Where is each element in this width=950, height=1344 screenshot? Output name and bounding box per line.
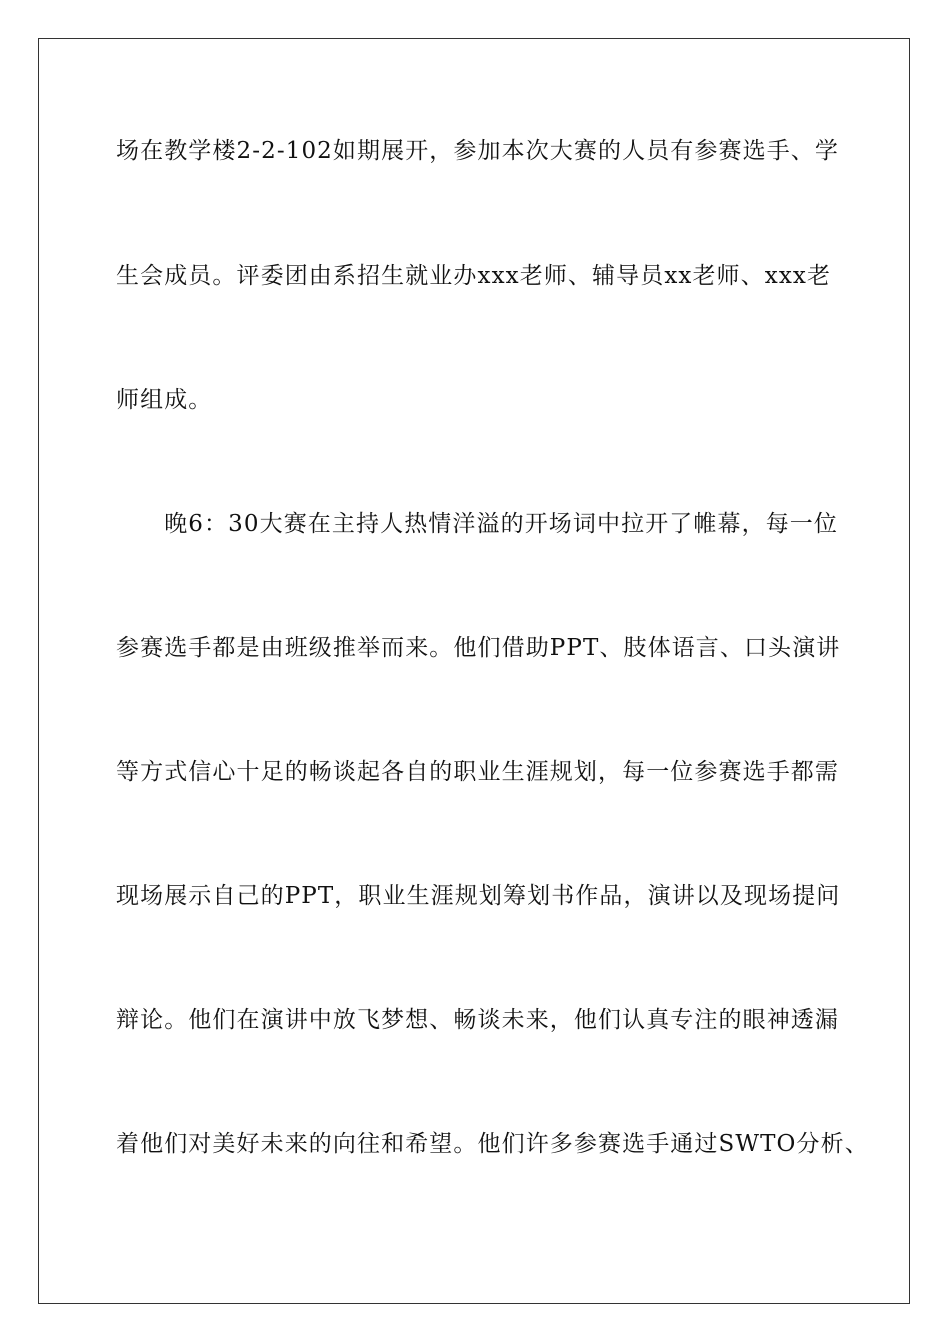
text-line-5: 参赛选手都是由班级推举而来。他们借助PPT、肢体语言、口头演讲 xyxy=(116,635,841,661)
text-line-6: 等方式信心十足的畅谈起各自的职业生涯规划，每一位参赛选手都需 xyxy=(116,759,839,785)
text-line-7: 现场展示自己的PPT，职业生涯规划筹划书作品，演讲以及现场提问 xyxy=(116,883,841,909)
text-line-3: 师组成。 xyxy=(116,387,213,413)
text-line-1: 场在教学楼2-2-102如期展开，参加本次大赛的人员有参赛选手、学 xyxy=(116,138,840,164)
text-line-8: 辩论。他们在演讲中放飞梦想、畅谈未来，他们认真专注的眼神透漏 xyxy=(116,1007,839,1033)
text-line-4: 晚6：30大赛在主持人热情洋溢的开场词中拉开了帷幕，每一位 xyxy=(116,511,838,537)
text-line-9: 着他们对美好未来的向往和希望。他们许多参赛选手通过SWTO分析、 xyxy=(116,1131,869,1157)
page-border xyxy=(38,38,910,1304)
text-line-2: 生会成员。评委团由系招生就业办xxx老师、辅导员xx老师、xxx老 xyxy=(116,263,832,289)
